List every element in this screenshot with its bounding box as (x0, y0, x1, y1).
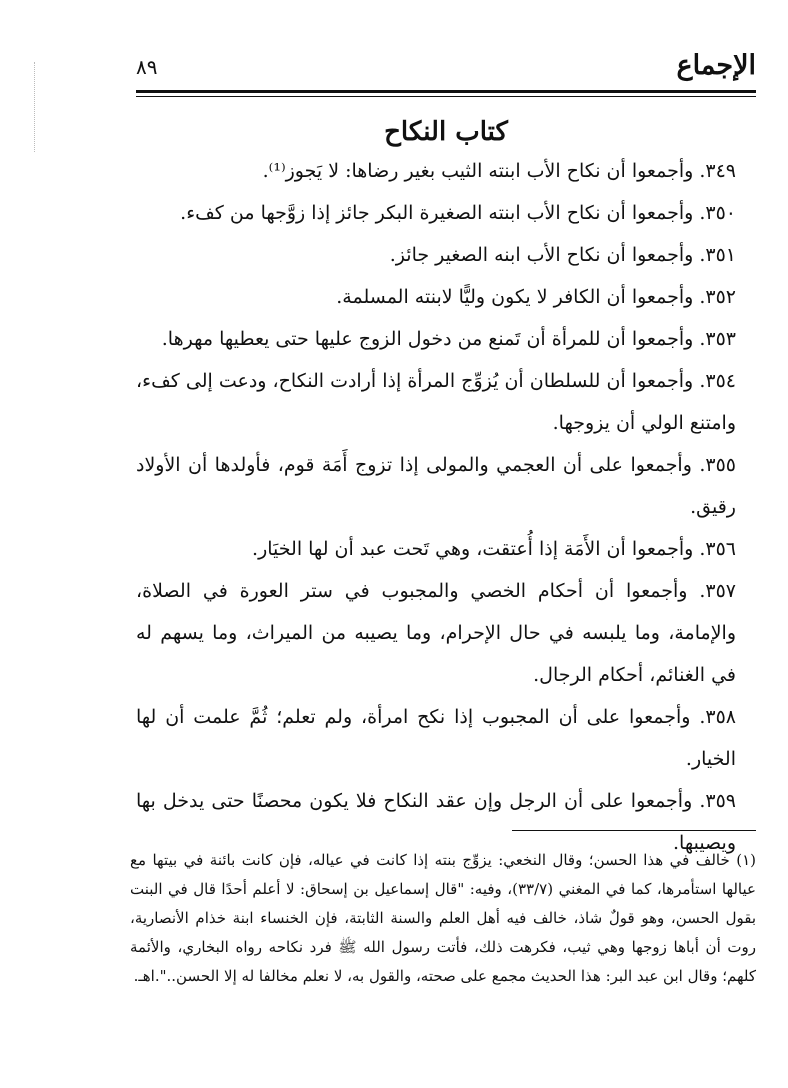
footnote-marker: (١) (736, 851, 756, 869)
footnote (130, 846, 756, 991)
paragraph-number: ٣٥٥. (699, 454, 736, 476)
paragraph (136, 444, 736, 528)
paragraph (136, 696, 736, 780)
body-text (136, 150, 736, 864)
paragraph-text: وأجمعوا أن نكاح الأب ابنه الصغير جائز. (389, 244, 694, 266)
paragraph-text: وأجمعوا أن أحكام الخصي والمجبوب في ستر العورة في الصلاة، والإمامة، وما يلبسه في حال الإحرام، وما يصيبه من الميراث، وما يسهم له في الغنائم، أحكام الرجال. (136, 580, 736, 686)
paragraph-number: ٣٥٧. (699, 580, 736, 602)
paragraph (136, 276, 736, 318)
page-header (136, 48, 756, 90)
paragraph-number: ٣٥٦. (699, 538, 736, 560)
paragraph-number: ٣٥٠. (699, 202, 736, 224)
paragraph-text: وأجمعوا على أن المجبوب إذا نكح امرأة، ولم تعلم؛ ثُمَّ علمت أن لها الخيار. (136, 706, 736, 770)
paragraph-number: ٣٥٣. (699, 328, 736, 350)
header-rule-thick (136, 90, 756, 93)
paragraph-text: وأجمعوا أن للمرأة أن تَمنع من دخول الزوج عليها حتى يعطيها مهرها. (161, 328, 694, 350)
footnote-text: خالف في هذا الحسن؛ وقال النخعي: يزوِّج بنته إذا كانت في عياله، فإن كانت بائنة في بيتها مع عيالها استأمرها، كما في المغني (٣٣/٧)، وفيه: "قال إسماعيل بن إسحاق: لا أعلم أحدًا قال في البنت بقول الحسن، وهو قولٌ شاذ، خالف فيه أهل العلم والسنة الثابتة، فإن الخنساء ابنة خذام الأنصارية، روت أن أباها زوجها وهي ثيب، فكرهت ذلك، فأتت رسول الله ﷺ فرد نكاحه رواه البخاري، والأئمة كلهم؛ وقال ابن عبد البر: هذا الحديث مجمع على صحته، والقول به، لا نعلم مخالفا له إلا الحسن..".اهـ. (130, 851, 756, 985)
paragraph-number: ٣٥٢. (699, 286, 736, 308)
paragraph-number: ٣٤٩. (699, 160, 736, 182)
paragraph-text: وأجمعوا أن نكاح الأب ابنته الثيب بغير رضاها: لا يَجوز⁽¹⁾. (262, 160, 694, 182)
paragraph (136, 570, 736, 696)
paragraph (136, 360, 736, 444)
paragraph-number: ٣٥٨. (699, 706, 736, 728)
paragraph-number: ٣٥٩. (699, 790, 736, 812)
header-rule-thin (136, 96, 756, 97)
paragraph-number: ٣٥١. (699, 244, 736, 266)
running-title: الإجماع (676, 50, 756, 81)
chapter-title: كتاب النكاح (384, 117, 508, 147)
page-number: ٨٩ (136, 55, 158, 79)
paragraph (136, 150, 736, 192)
paragraph-text: وأجمعوا أن للسلطان أن يُزوِّج المرأة إذا أرادت النكاح، ودعت إلى كفء، وامتنع الولي أن يزوجها. (136, 370, 736, 434)
paragraph (136, 528, 736, 570)
paragraph-text: وأجمعوا أن الكافر لا يكون وليًّا لابنته المسلمة. (336, 286, 694, 308)
paragraph-text: وأجمعوا أن نكاح الأب ابنته الصغيرة البكر جائز إذا زوَّجها من كفء. (180, 202, 694, 224)
paragraph (136, 318, 736, 360)
paragraph (136, 192, 736, 234)
paragraph-text: وأجمعوا أن الأَمَة إذا أُعتقت، وهي تَحت عبد أن لها الخيَار. (252, 538, 694, 560)
paragraph-number: ٣٥٤. (699, 370, 736, 392)
paragraph-text: وأجمعوا على أن الرجل وإن عقد النكاح فلا يكون محصنًا حتى يدخل بها ويصيبها. (136, 790, 736, 854)
margin-mark (34, 62, 45, 152)
paragraph-text: وأجمعوا على أن العجمي والمولى إذا تزوج أَمَة قوم، فأولدها أن الأولاد رقيق. (136, 454, 736, 518)
paragraph (136, 234, 736, 276)
footnote-separator (512, 830, 756, 831)
